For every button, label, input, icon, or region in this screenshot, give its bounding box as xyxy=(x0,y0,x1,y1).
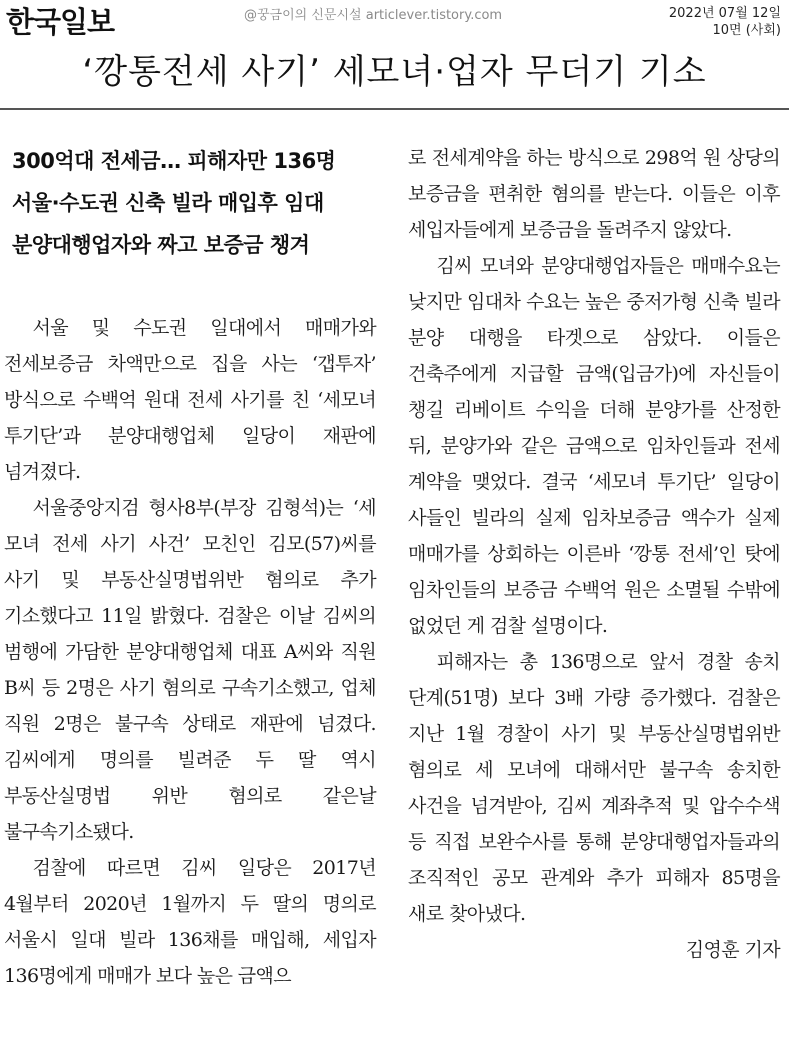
article-headline: ‘깡통전세 사기’ 세모녀·업자 무더기 기소 xyxy=(82,52,707,92)
subhead-line: 분양대행업자와 짜고 보증금 챙겨 xyxy=(12,233,310,257)
article-paragraph: 검찰에 따르면 김씨 일당은 2017년 4월부터 2020년 1월까지 두 딸의 명의로 서울시 일대 빌라 136채를 매입해, 세입자 136명에게 매매가 보다 높은 금액으 xyxy=(4,857,376,987)
masthead xyxy=(0,0,789,40)
publication-date: 2022년 07월 12일 xyxy=(668,6,781,21)
headline-divider xyxy=(0,108,789,110)
left-column xyxy=(4,140,376,994)
right-column xyxy=(408,140,780,968)
subhead-line: 서울·수도권 신축 빌라 매입후 임대 xyxy=(12,191,324,215)
page-section: 10면 (사회) xyxy=(712,23,781,38)
article-subheads xyxy=(12,140,376,310)
subhead-line: 300억대 전세금… 피해자만 136명 xyxy=(12,149,336,173)
newspaper-logo: 한국일보 xyxy=(6,5,115,39)
byline: 김영훈 기자 xyxy=(685,939,780,961)
article-paragraph: 김씨 모녀와 분양대행업자들은 매매수요는 낮지만 임대차 수요는 높은 중저가형 신축 빌라 분양 대행을 타겟으로 삼았다. 이들은 건축주에게 지급할 금액(입금가)에 자신들이 챙길 리베이트 수익을 더해 분양가를 산정한 뒤, 분양가와 같은 금액으로 임차인들과 전세 계약을 맺었다. 결국 ‘세모녀 투기단’ 일당이 사들인 빌라의 실제 임차보증금 액수가 실제 매매가를 상회하는 이른바 ‘깡통 전세’인 탓에 임차인들의 보증금 수백억 원은 소멸될 수밖에 없었던 게 검찰 설명이다. xyxy=(408,255,780,637)
article-paragraph: 서울 및 수도권 일대에서 매매가와 전세보증금 차액만으로 집을 사는 ‘갭투자’ 방식으로 수백억 원대 전세 사기를 친 ‘세모녀 투기단’과 분양대행업체 일당이 재판에 넘겨졌다. xyxy=(4,317,376,483)
article-paragraph: 피해자는 총 136명으로 앞서 경찰 송치 단계(51명) 보다 3배 가량 증가했다. 검찰은 지난 1월 경찰이 사기 및 부동산실명법위반 혐의로 세 모녀에 대해서만 불구속 송치한 사건을 넘겨받아, 김씨 계좌추적 및 압수수색 등 직접 보완수사를 통해 분양대행업자들과의 조직적인 공모 관계와 추가 피해자 85명을 새로 찾아냈다. xyxy=(408,651,780,925)
article-paragraph: 로 전세계약을 하는 방식으로 298억 원 상당의 보증금을 편취한 혐의를 받는다. 이들은 이후 세입자들에게 보증금을 돌려주지 않았다. xyxy=(408,147,780,241)
article-paragraph: 서울중앙지검 형사8부(부장 김형석)는 ‘세 모녀 전세 사기 사건’ 모친인 김모(57)씨를 사기 및 부동산실명법위반 혐의로 추가 기소했다고 11일 밝혔다. 검찰은 이날 김씨의 범행에 가담한 분양대행업체 대표 A씨와 직원 B씨 등 2명은 사기 혐의로 구속기소했고, 업체 직원 2명은 불구속 상태로 재판에 넘겼다. 김씨에게 명의를 빌려준 두 딸 역시 부동산실명법 위반 혐의로 같은날 불구속기소됐다. xyxy=(4,497,376,843)
source-watermark: @꿍금이의 신문시설 articlever.tistory.com xyxy=(244,8,503,23)
